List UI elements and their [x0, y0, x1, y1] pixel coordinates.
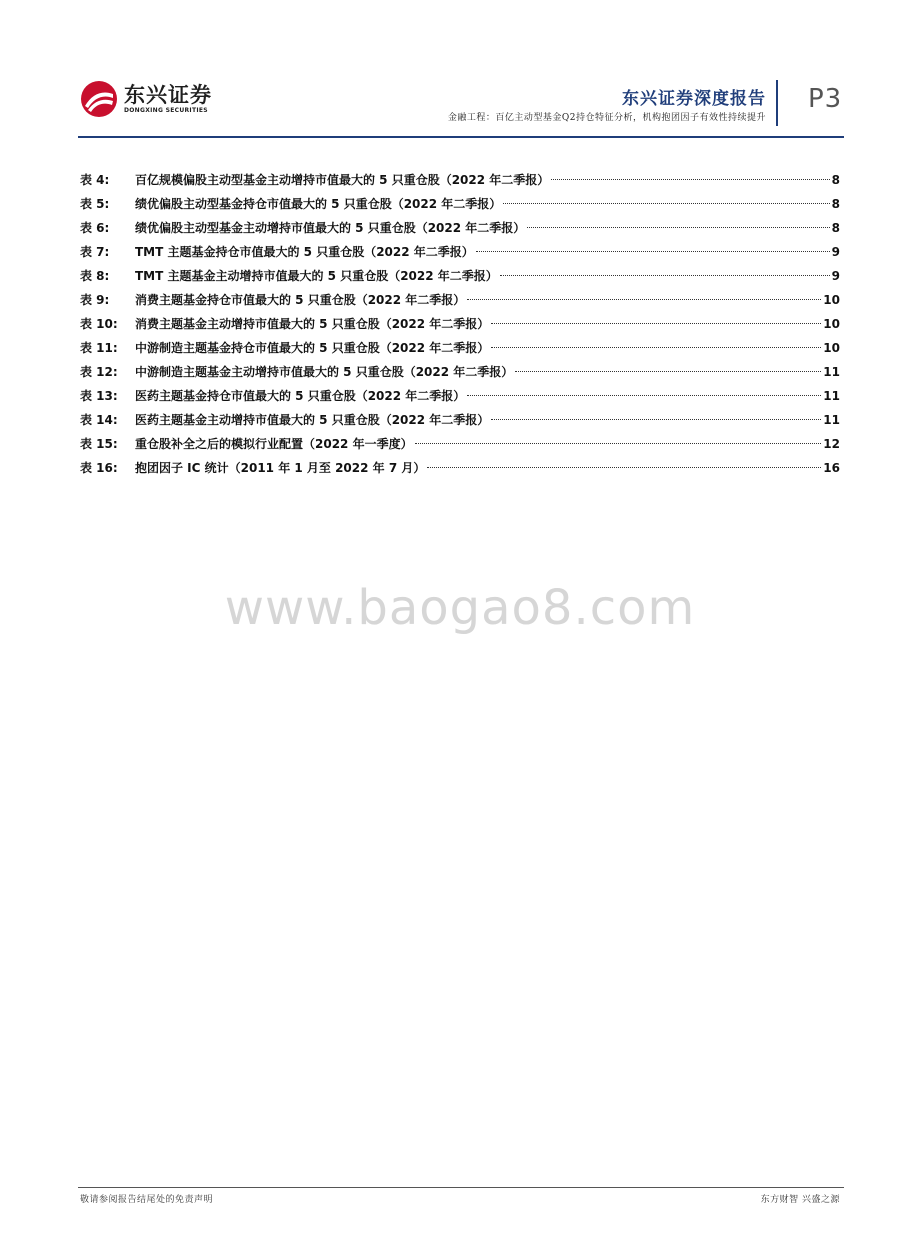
- toc-leader-dots: [467, 299, 821, 300]
- toc-entry-title: 绩优偏股主动型基金持仓市值最大的 5 只重仓股（2022 年二季报）: [135, 197, 502, 211]
- toc-entry-number: 表 16:: [80, 461, 118, 475]
- toc-entry-title: TMT 主题基金主动增持市值最大的 5 只重仓股（2022 年二季报）: [135, 269, 498, 283]
- page-number: P3: [808, 84, 843, 114]
- toc-leader-dots: [551, 179, 829, 180]
- toc-entry-page: 11: [823, 389, 840, 403]
- toc-leader-dots: [503, 203, 829, 204]
- toc-entry-title: 重仓股补全之后的模拟行业配置（2022 年一季度）: [135, 437, 413, 451]
- toc-entry-page: 10: [823, 317, 840, 331]
- toc-entry-number: 表 12:: [80, 365, 118, 379]
- toc-entry-number: 表 7:: [80, 245, 110, 259]
- toc-entry-title: 绩优偏股主动型基金主动增持市值最大的 5 只重仓股（2022 年二季报）: [135, 221, 526, 235]
- report-subtitle: 金融工程：百亿主动型基金Q2持仓特征分析，机构抱团因子有效性持续提升: [447, 113, 766, 123]
- toc-entry-title: 医药主题基金持仓市值最大的 5 只重仓股（2022 年二季报）: [135, 389, 466, 403]
- toc-entry-title: 消费主题基金持仓市值最大的 5 只重仓股（2022 年二季报）: [135, 293, 466, 307]
- toc-entry-number: 表 14:: [80, 413, 118, 427]
- toc-entry-title: 中游制造主题基金持仓市值最大的 5 只重仓股（2022 年二季报）: [135, 341, 490, 355]
- footer-disclaimer: 敬请参阅报告结尾处的免责声明: [80, 1195, 214, 1205]
- toc-entry[interactable]: [80, 240, 840, 264]
- footer-slogan: 东方财智 兴盛之源: [760, 1195, 840, 1205]
- toc-entry-page: 8: [831, 197, 840, 211]
- toc-entry-page: 8: [831, 173, 840, 187]
- toc-entry-title: TMT 主题基金持仓市值最大的 5 只重仓股（2022 年二季报）: [135, 245, 474, 259]
- toc-entry-number: 表 6:: [80, 221, 110, 235]
- toc-entry-number: 表 4:: [80, 173, 110, 187]
- toc-entry[interactable]: [80, 336, 840, 360]
- toc-entry-page: 10: [823, 293, 840, 307]
- watermark: www.baogao8.com: [224, 580, 696, 636]
- toc-leader-dots: [491, 347, 821, 348]
- footer-rule: [78, 1187, 844, 1188]
- header-rule: [78, 136, 844, 138]
- toc-entry[interactable]: [80, 456, 840, 480]
- toc-entry[interactable]: [80, 384, 840, 408]
- toc-leader-dots: [427, 467, 821, 468]
- toc-entry[interactable]: [80, 408, 840, 432]
- toc-entry-number: 表 13:: [80, 389, 118, 403]
- toc-entry-title: 医药主题基金主动增持市值最大的 5 只重仓股（2022 年二季报）: [135, 413, 490, 427]
- report-title: 东兴证券深度报告: [622, 89, 766, 109]
- table-of-figures: [80, 168, 840, 480]
- toc-entry-title: 消费主题基金主动增持市值最大的 5 只重仓股（2022 年二季报）: [135, 317, 490, 331]
- toc-entry-page: 9: [831, 269, 840, 283]
- toc-leader-dots: [515, 371, 821, 372]
- logo-english-name: DONGXING SECURITIES: [124, 107, 208, 114]
- toc-entry-number: 表 8:: [80, 269, 110, 283]
- toc-entry-page: 10: [823, 341, 840, 355]
- toc-entry-title: 抱团因子 IC 统计（2011 年 1 月至 2022 年 7 月）: [135, 461, 426, 475]
- dongxing-logo-icon: [80, 80, 118, 118]
- logo-chinese-name: 东兴证券: [124, 83, 212, 107]
- toc-entry[interactable]: [80, 264, 840, 288]
- toc-entry[interactable]: [80, 216, 840, 240]
- toc-leader-dots: [491, 323, 821, 324]
- toc-entry-page: 8: [831, 221, 840, 235]
- toc-entry[interactable]: [80, 312, 840, 336]
- toc-entry[interactable]: [80, 432, 840, 456]
- company-logo: [80, 80, 212, 118]
- toc-leader-dots: [527, 227, 829, 228]
- toc-entry-page: 9: [831, 245, 840, 259]
- toc-entry-number: 表 5:: [80, 197, 110, 211]
- toc-leader-dots: [415, 443, 822, 444]
- toc-entry[interactable]: [80, 192, 840, 216]
- header-divider: [776, 80, 778, 126]
- toc-entry-number: 表 11:: [80, 341, 118, 355]
- toc-entry[interactable]: [80, 288, 840, 312]
- toc-leader-dots: [500, 275, 830, 276]
- toc-entry-page: 11: [823, 365, 840, 379]
- toc-entry-title: 中游制造主题基金主动增持市值最大的 5 只重仓股（2022 年二季报）: [135, 365, 514, 379]
- toc-entry[interactable]: [80, 168, 840, 192]
- toc-entry-title: 百亿规模偏股主动型基金主动增持市值最大的 5 只重仓股（2022 年二季报）: [135, 173, 550, 187]
- toc-leader-dots: [476, 251, 830, 252]
- toc-entry-number: 表 9:: [80, 293, 110, 307]
- toc-leader-dots: [491, 419, 821, 420]
- toc-leader-dots: [467, 395, 821, 396]
- toc-entry-number: 表 15:: [80, 437, 118, 451]
- toc-entry-page: 12: [823, 437, 840, 451]
- toc-entry-page: 16: [823, 461, 840, 475]
- toc-entry-number: 表 10:: [80, 317, 118, 331]
- toc-entry-page: 11: [823, 413, 840, 427]
- toc-entry[interactable]: [80, 360, 840, 384]
